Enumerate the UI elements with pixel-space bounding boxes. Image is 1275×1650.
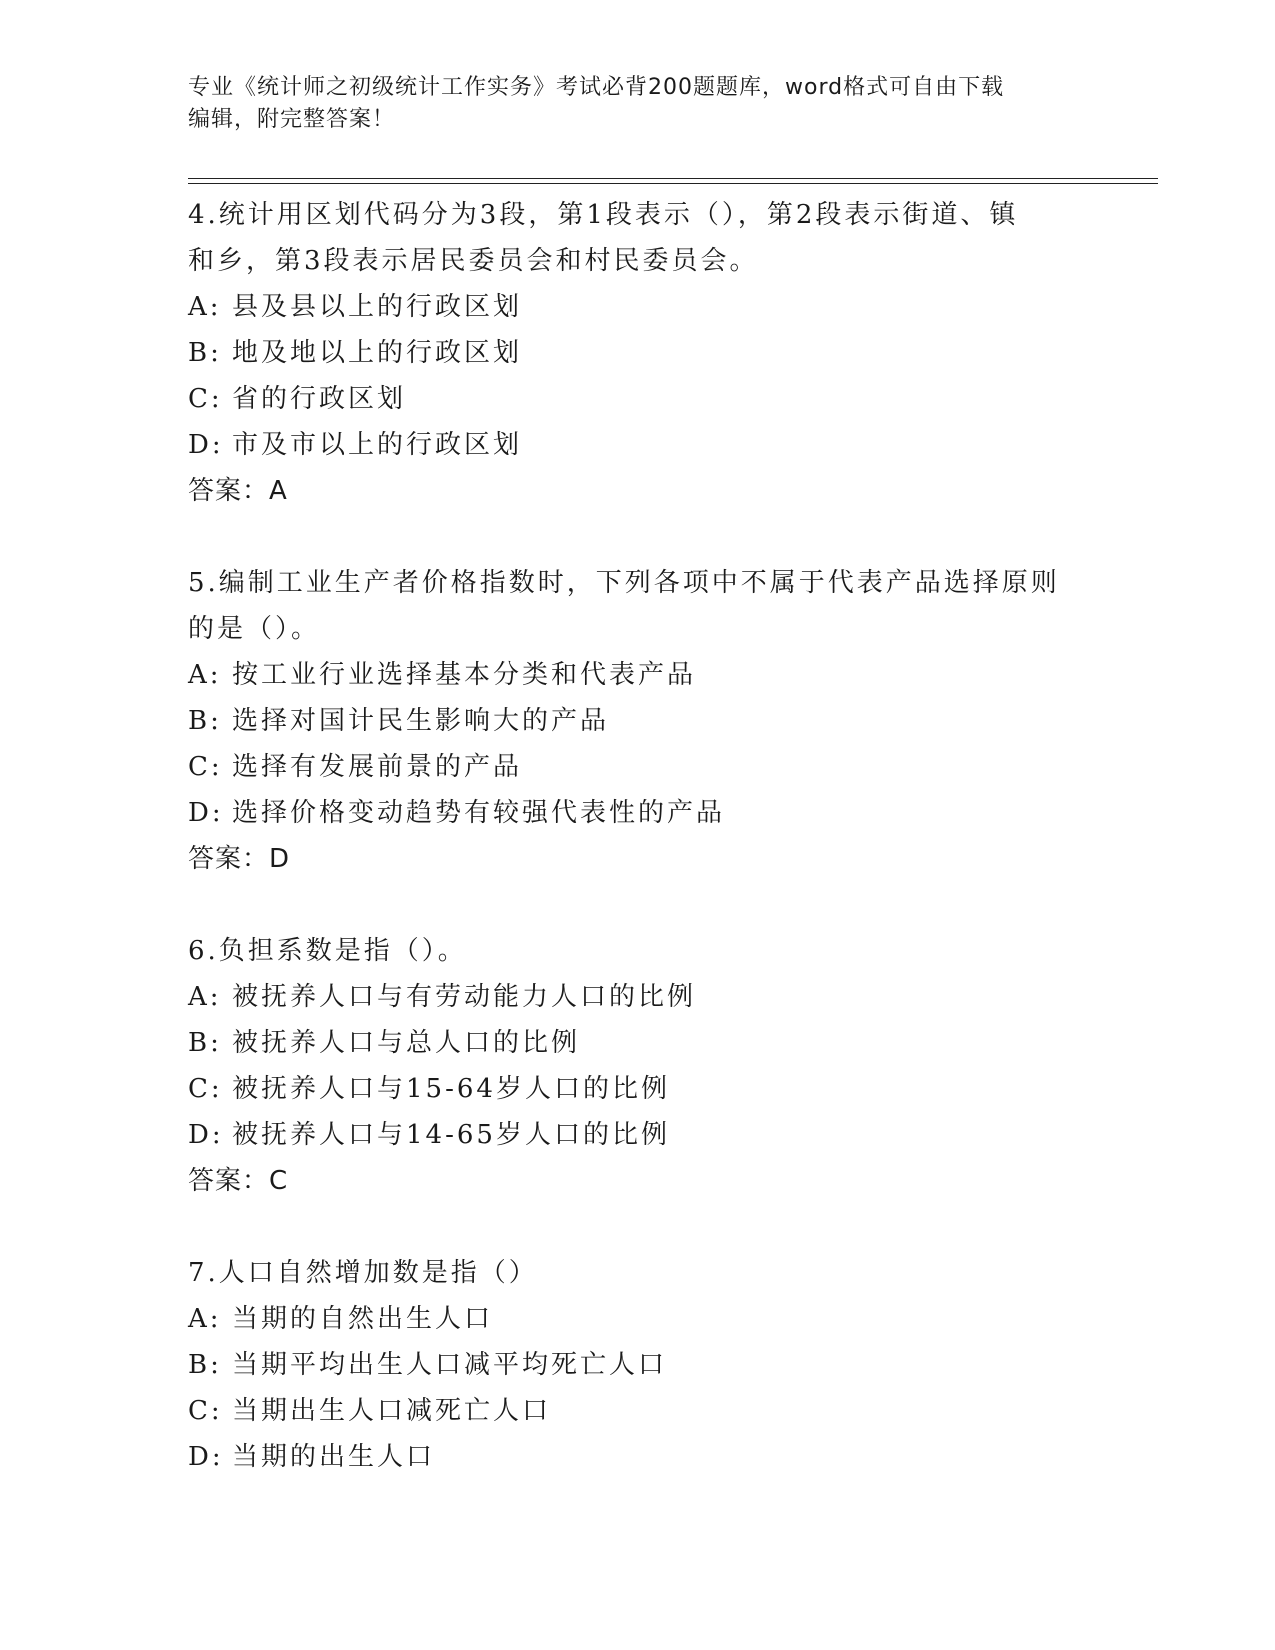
option-b	[188, 1342, 1088, 1388]
option-letter: B:	[188, 1350, 222, 1380]
option-a	[188, 652, 1088, 698]
document-header	[188, 72, 1088, 136]
header-line-1: 专业《统计师之初级统计工作实务》考试必背200题题库，word格式可自由下载	[188, 75, 1005, 100]
question-stem: 7.人口自然增加数是指（）	[188, 1258, 538, 1288]
question-4	[188, 192, 1088, 514]
option-letter: D:	[188, 430, 224, 460]
option-letter: B:	[188, 706, 222, 736]
question-5	[188, 560, 1088, 882]
header-divider-bottom	[188, 183, 1158, 184]
answer-line: 答案：C	[188, 1166, 289, 1196]
option-a	[188, 1296, 1088, 1342]
answer-line: 答案：A	[188, 476, 288, 506]
option-d	[188, 422, 1088, 468]
question-stem: 5.编制工业生产者价格指数时，下列各项中不属于代表产品选择原则	[188, 568, 1060, 598]
option-letter: B:	[188, 1028, 222, 1058]
question-stem: 6.负担系数是指（）。	[188, 936, 467, 966]
option-text: 选择价格变动趋势有较强代表性的产品	[232, 798, 726, 828]
option-text: 被抚养人口与15-64岁人口的比例	[232, 1074, 670, 1104]
option-text: 选择有发展前景的产品	[232, 752, 523, 782]
option-letter: C:	[188, 1396, 223, 1426]
option-text: 当期的出生人口	[232, 1442, 436, 1472]
option-letter: B:	[188, 338, 222, 368]
option-text: 地及地以上的行政区划	[232, 338, 523, 368]
option-b	[188, 698, 1088, 744]
option-text: 当期的自然出生人口	[232, 1304, 494, 1334]
option-c	[188, 1066, 1088, 1112]
answer-line: 答案：D	[188, 844, 291, 874]
option-letter: A:	[188, 292, 222, 322]
option-letter: D:	[188, 798, 224, 828]
option-text: 被抚养人口与有劳动能力人口的比例	[232, 982, 697, 1012]
option-text: 被抚养人口与总人口的比例	[232, 1028, 581, 1058]
question-list	[188, 192, 1088, 1526]
option-d	[188, 790, 1088, 836]
option-letter: C:	[188, 752, 223, 782]
question-stem: 4.统计用区划代码分为3段，第1段表示（），第2段表示街道、镇	[188, 200, 1019, 230]
option-letter: D:	[188, 1442, 224, 1472]
option-letter: C:	[188, 384, 223, 414]
option-d	[188, 1434, 1088, 1480]
option-letter: A:	[188, 1304, 222, 1334]
option-text: 按工业行业选择基本分类和代表产品	[232, 660, 697, 690]
option-b	[188, 1020, 1088, 1066]
option-letter: C:	[188, 1074, 223, 1104]
option-c	[188, 1388, 1088, 1434]
option-d	[188, 1112, 1088, 1158]
question-stem-continued: 的是（）。	[188, 614, 321, 644]
question-7	[188, 1250, 1088, 1480]
header-line-2: 编辑，附完整答案！	[188, 107, 396, 132]
option-a	[188, 974, 1088, 1020]
option-a	[188, 284, 1088, 330]
option-letter: A:	[188, 660, 222, 690]
option-text: 当期出生人口减死亡人口	[232, 1396, 552, 1426]
header-divider-top	[188, 178, 1158, 179]
option-text: 市及市以上的行政区划	[232, 430, 523, 460]
question-6	[188, 928, 1088, 1204]
option-c	[188, 376, 1088, 422]
option-text: 省的行政区划	[232, 384, 407, 414]
question-stem-continued: 和乡，第3段表示居民委员会和村民委员会。	[188, 246, 759, 276]
option-text: 当期平均出生人口减平均死亡人口	[232, 1350, 668, 1380]
option-letter: D:	[188, 1120, 224, 1150]
option-text: 选择对国计民生影响大的产品	[232, 706, 610, 736]
option-text: 县及县以上的行政区划	[232, 292, 523, 322]
option-letter: A:	[188, 982, 222, 1012]
option-b	[188, 330, 1088, 376]
option-text: 被抚养人口与14-65岁人口的比例	[232, 1120, 670, 1150]
option-c	[188, 744, 1088, 790]
